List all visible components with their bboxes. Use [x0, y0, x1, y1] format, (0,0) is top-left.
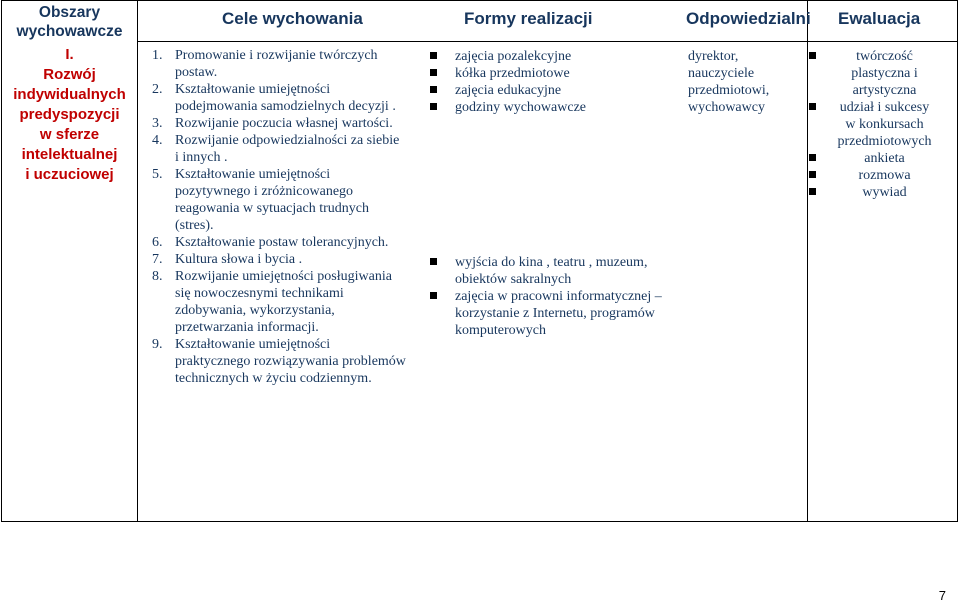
goal-number: 1. [152, 48, 163, 63]
goal-text-line: praktycznego rozwiązywania problemów [175, 354, 406, 369]
goal-text-line: przetwarzania informacji. [175, 320, 319, 335]
evaluation-text-line: udział i sukcesy [839, 100, 930, 115]
header-divider [137, 41, 957, 42]
form-text-line: zajęcia pozalekcyjne [455, 49, 572, 64]
evaluation-text-line: ankieta [864, 151, 905, 166]
square-bullet-icon [430, 52, 437, 59]
goal-text-line: technicznych w życiu codziennym. [175, 371, 372, 386]
goal-text-line: (stres). [175, 218, 214, 233]
evaluation-text-line: przedmiotowych [837, 134, 932, 149]
form-text-line: zajęcia edukacyjne [455, 83, 562, 98]
area-title-line: w sferze [39, 126, 100, 143]
header-areas-line: wychowawcze [16, 23, 123, 40]
header-forms: Formy realizacji [464, 9, 593, 28]
goal-item [152, 47, 427, 81]
goal-number: 9. [152, 337, 163, 352]
square-bullet-icon [809, 171, 816, 178]
square-bullet-icon [430, 86, 437, 93]
area-title-line: intelektualnej [21, 146, 118, 163]
square-bullet-icon [809, 103, 816, 110]
form-text-line: komputerowych [455, 323, 546, 338]
form-text-line: korzystanie z Internetu, programów [455, 306, 655, 321]
goal-text-line: Kształtowanie umiejętności [175, 167, 331, 182]
goal-item [152, 251, 427, 268]
responsible-line: nauczyciele [688, 66, 755, 81]
header-evaluation: Ewaluacja [838, 9, 921, 28]
form-text-line: kółka przedmiotowe [455, 66, 570, 81]
evaluation-text-line: w konkursach [845, 117, 924, 132]
curriculum-table [1, 0, 958, 522]
form-text-line: godziny wychowawcze [455, 100, 587, 115]
square-bullet-icon [430, 292, 437, 299]
header-areas [2, 3, 137, 41]
goal-number: 4. [152, 133, 163, 148]
evaluation-text-line: rozmowa [858, 168, 911, 183]
goal-text-line: i innych . [175, 150, 228, 165]
responsible-line: przedmiotowi, [688, 83, 770, 98]
goal-text-line: Kształtowanie umiejętności [175, 337, 331, 352]
goal-text-line: Kształtowanie postaw tolerancyjnych. [175, 235, 389, 250]
goal-text-line: pozytywnego i zróżnicowanego [175, 184, 354, 199]
goal-text-line: Rozwijanie umiejętności posługiwania [175, 269, 392, 284]
goal-number: 7. [152, 252, 163, 267]
form-text-line: obiektów sakralnych [455, 272, 572, 287]
evaluation-text-line: plastyczna i [851, 66, 918, 81]
evaluation-text-line: artystyczna [852, 83, 917, 98]
goal-item [152, 234, 427, 251]
square-bullet-icon [430, 69, 437, 76]
form-text-line: wyjścia do kina , teatru , muzeum, [455, 255, 648, 270]
area-title-line: i uczuciowej [25, 166, 114, 183]
evaluation-item [808, 150, 958, 167]
goal-number: 8. [152, 269, 163, 284]
header-areas-line: Obszary [38, 4, 101, 21]
col-divider-1 [137, 1, 138, 521]
area-title-line: indywidualnych [13, 86, 126, 103]
goal-text-line: postaw. [175, 65, 218, 80]
area-roman: I. [65, 46, 74, 63]
evaluation-item [808, 48, 958, 99]
area-title-line: predyspozycji [19, 106, 120, 123]
goal-text-line: reagowania w sytuacjach trudnych [175, 201, 369, 216]
goal-number: 3. [152, 116, 163, 131]
form-item [430, 254, 680, 288]
goal-number: 5. [152, 167, 163, 182]
responsible-list [688, 48, 806, 116]
area-title-line: Rozwój [43, 66, 96, 83]
evaluation-text-line: wywiad [862, 185, 907, 200]
goal-text-line: Promowanie i rozwijanie twórczych [175, 48, 378, 63]
form-item [430, 82, 680, 99]
responsible-line: wychowawcy [688, 100, 765, 115]
goal-item [152, 268, 427, 336]
form-item [430, 65, 680, 82]
square-bullet-icon [430, 258, 437, 265]
evaluation-item [808, 99, 958, 150]
goal-text-line: podejmowania samodzielnych decyzji . [175, 99, 396, 114]
goal-text-line: się nowoczesnymi technikami [175, 286, 344, 301]
goal-text-line: Kształtowanie umiejętności [175, 82, 331, 97]
evaluation-text-line: twórczość [856, 49, 913, 64]
goal-text-line: Rozwijanie poczucia własnej wartości. [175, 116, 393, 131]
header-responsible: Odpowiedzialni [686, 9, 811, 28]
square-bullet-icon [430, 103, 437, 110]
goal-number: 2. [152, 82, 163, 97]
goal-text-line: Kultura słowa i bycia . [175, 252, 303, 267]
header-goals: Cele wychowania [222, 9, 363, 28]
goal-item [152, 336, 427, 387]
square-bullet-icon [809, 52, 816, 59]
goal-item [152, 166, 427, 234]
form-item [430, 48, 680, 65]
form-item [430, 99, 680, 116]
evaluation-item [808, 167, 958, 184]
responsible-line: dyrektor, [688, 49, 739, 64]
form-text-line: zajęcia w pracowni informatycznej – [455, 289, 662, 304]
goal-item [152, 132, 427, 166]
page-number: 7 [938, 588, 946, 603]
goal-text-line: zdobywania, wykorzystania, [175, 303, 335, 318]
goal-text-line: Rozwijanie odpowiedzialności za siebie [175, 133, 400, 148]
goal-item [152, 81, 427, 115]
goal-number: 6. [152, 235, 163, 250]
goal-item [152, 115, 427, 132]
evaluation-item [808, 184, 958, 201]
square-bullet-icon [809, 188, 816, 195]
form-item [430, 288, 680, 339]
square-bullet-icon [809, 154, 816, 161]
area-title [2, 45, 137, 185]
